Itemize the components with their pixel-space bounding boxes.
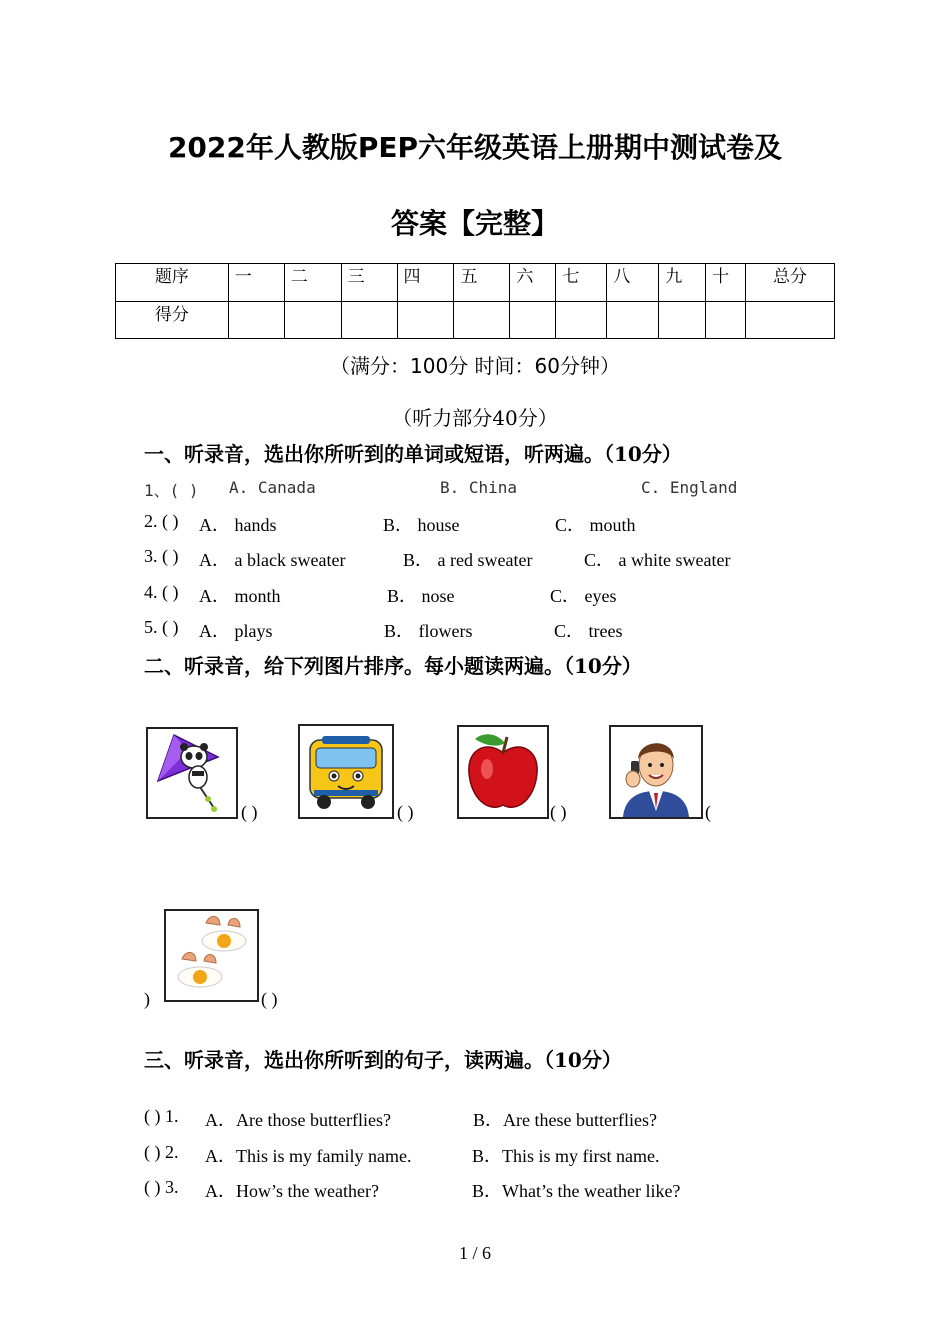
- man-phone-picture: [609, 725, 703, 819]
- table-cell: 二: [284, 264, 341, 302]
- question-number: 1、( ): [144, 481, 199, 500]
- table-cell: 八: [607, 264, 659, 302]
- answer-paren-open[interactable]: (: [705, 802, 711, 822]
- option-b: B．This is my first name.: [472, 1146, 660, 1166]
- score-cell[interactable]: [607, 301, 659, 339]
- answer-paren[interactable]: ( ): [261, 989, 278, 1009]
- page-title-line1: 2022年人教版PEP六年级英语上册期中测试卷及: [167, 131, 783, 164]
- option-a: A．Are those butterflies?: [205, 1110, 391, 1130]
- listening-header: （听力部分40分）: [392, 406, 558, 430]
- option-b: B． flowers: [384, 621, 473, 641]
- question-number: 2. ( ): [144, 511, 179, 531]
- option-a: A． plays: [199, 621, 273, 641]
- table-cell: 一: [228, 264, 284, 302]
- score-cell[interactable]: [706, 301, 746, 339]
- option-c: C． eyes: [550, 586, 617, 606]
- table-cell: 六: [510, 264, 556, 302]
- score-cell[interactable]: [284, 301, 341, 339]
- score-table-score-row: [116, 301, 835, 339]
- score-cell[interactable]: [454, 301, 510, 339]
- option-c: C． mouth: [555, 515, 636, 535]
- page-number: 1 / 6: [458, 1243, 491, 1263]
- question-number: ( ) 2.: [144, 1142, 179, 1162]
- score-cell[interactable]: [341, 301, 397, 339]
- question-number: ( ) 3.: [144, 1177, 179, 1197]
- answer-paren-close[interactable]: ): [144, 989, 150, 1009]
- page-title-line2: 答案【完整】: [390, 207, 559, 240]
- question-number: 5. ( ): [144, 617, 179, 637]
- option-b: B．What’s the weather like?: [472, 1181, 681, 1201]
- option-a: A． month: [199, 586, 281, 606]
- section3-heading: 三、听录音，选出你所听到的句子，读两遍。（10分）: [144, 1048, 622, 1072]
- option-c: C． a white sweater: [584, 550, 731, 570]
- table-cell: 四: [397, 264, 454, 302]
- score-cell[interactable]: [510, 301, 556, 339]
- man-phone-icon: [611, 727, 701, 817]
- option-a: A．This is my family name.: [205, 1146, 412, 1166]
- option-c: C. England: [641, 478, 738, 497]
- score-table: [115, 263, 835, 339]
- answer-paren[interactable]: ( ): [241, 802, 258, 822]
- option-b: B． a red sweater: [403, 550, 533, 570]
- option-b: B． nose: [387, 586, 455, 606]
- score-cell[interactable]: [659, 301, 706, 339]
- score-table-header-row: [116, 264, 835, 302]
- eggs-picture: [164, 909, 259, 1002]
- table-cell: 五: [454, 264, 510, 302]
- table-cell: 九: [659, 264, 706, 302]
- table-cell: 三: [341, 264, 397, 302]
- option-c: C． trees: [554, 621, 623, 641]
- bus-picture: [298, 724, 394, 819]
- table-cell: 得分: [116, 301, 229, 339]
- apple-icon: [459, 727, 547, 817]
- option-a: A．How’s the weather?: [205, 1181, 379, 1201]
- answer-paren[interactable]: ( ): [397, 802, 414, 822]
- section1-heading: 一、听录音，选出你所听到的单词或短语，听两遍。（10分）: [144, 442, 682, 466]
- bus-icon: [300, 726, 392, 817]
- kite-picture: [146, 727, 238, 819]
- answer-paren[interactable]: ( ): [550, 802, 567, 822]
- table-cell: 题序: [116, 264, 229, 302]
- question-number: 4. ( ): [144, 582, 179, 602]
- score-cell[interactable]: [746, 301, 835, 339]
- option-b: B．Are these butterflies?: [473, 1110, 657, 1130]
- section2-heading: 二、听录音，给下列图片排序。每小题读两遍。（10分）: [144, 654, 642, 678]
- score-cell[interactable]: [228, 301, 284, 339]
- option-a: A. Canada: [229, 478, 316, 497]
- option-b: B． house: [383, 515, 460, 535]
- score-cell[interactable]: [397, 301, 454, 339]
- kite-icon: [148, 729, 236, 817]
- score-cell[interactable]: [556, 301, 607, 339]
- option-b: B. China: [440, 478, 518, 497]
- apple-picture: [457, 725, 549, 819]
- exam-meta: （满分：100分 时间：60分钟）: [330, 354, 620, 378]
- table-cell: 十: [706, 264, 746, 302]
- option-a: A． a black sweater: [199, 550, 346, 570]
- option-a: A． hands: [199, 515, 277, 535]
- eggs-icon: [166, 911, 257, 1000]
- question-number: 3. ( ): [144, 546, 179, 566]
- question-number: ( ) 1.: [144, 1106, 179, 1126]
- table-cell: 七: [556, 264, 607, 302]
- table-cell: 总分: [746, 264, 835, 302]
